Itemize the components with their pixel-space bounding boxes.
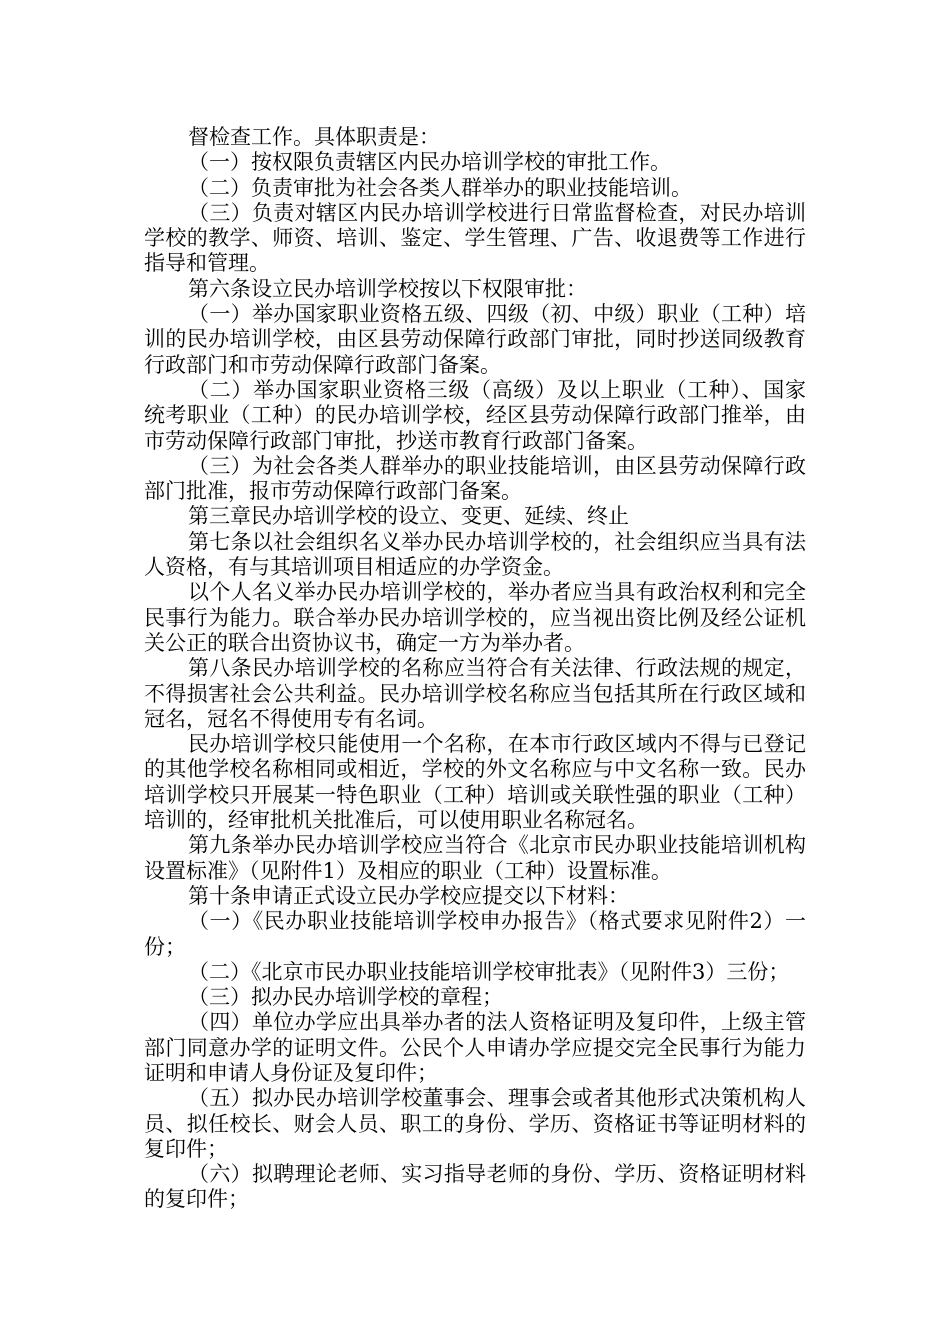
paragraph-article-10-item-4: （四）单位办学应出具举办者的法人资格证明及复印件，上级主管部门同意办学的证明文件。公民个人申请办学应提交完全民事行为能力证明和申请人身份证及复印件； [144,1010,806,1085]
paragraph-article-6-item-3: （三）为社会各类人群举办的职业技能培训，由区县劳动保障行政部门批准，报市劳动保障行政部门备案。 [144,453,806,504]
paragraph-article-10-item-2: （二）《北京市民办职业技能培训学校审批表》（见附件3）三份； [188,959,790,984]
paragraph-article-10-item-1: （一）《民办职业技能培训学校申办报告》（格式要求见附件2）一份； [144,909,806,959]
paragraph-article-6-item-1: （一）举办国家职业资格五级、四级（初、中级）职业（工种）培训的民办培训学校，由区县劳动保障行政部门审批，同时抄送同级教育行政部门和市劳动保障行政部门备案。 [144,302,806,377]
paragraph-article-6: 第六条设立民办培训学校按以下权限审批： [188,276,587,301]
paragraph-article-10-item-6: （六）拟聘理论老师、实习指导老师的身份、学历、资格证明材料的复印件； [144,1162,806,1212]
chapter-3-heading: 第三章民办培训学校的设立、变更、延续、终止 [188,504,629,529]
paragraph-duty-3: （三）负责对辖区内民办培训学校进行日常监督检查，对民办培训学校的教学、师资、培训、鉴定、学生管理、广告、收退费等工作进行指导和管理。 [144,200,806,276]
paragraph-article-7-individual: 以个人名义举办民办培训学校的，举办者应当具有政治权利和完全民事行为能力。联合举办民办培训学校的，应当视出资比例及经公证机关公正的联合出资协议书，确定一方为举办者。 [144,580,806,655]
paragraph-duty-1: （一）按权限负责辖区内民办培训学校的审批工作。 [188,150,671,175]
paragraph-article-9: 第九条举办民办培训学校应当符合《北京市民办职业技能培训机构设置标准》（见附件1）及相应的职业（工种）设置标准。 [144,833,806,883]
paragraph-duty-2: （二）负责审批为社会各类人群举办的职业技能培训。 [188,175,692,200]
paragraph-article-7: 第七条以社会组织名义举办民办培训学校的，社会组织应当具有法人资格，有与其培训项目相适应的办学资金。 [144,529,806,580]
paragraph-article-8: 第八条民办培训学校的名称应当符合有关法律、行政法规的规定，不得损害社会公共利益。民办培训学校名称应当包括其所在行政区域和冠名，冠名不得使用专有名词。 [144,656,806,731]
paragraph-duty-intro: 督检查工作。具体职责是： [188,125,440,149]
paragraph-article-10-item-5: （五）拟办民办培训学校董事会、理事会或者其他形式决策机构人员、拟任校长、财会人员、职工的身份、学历、资格证书等证明材料的复印件； [144,1086,806,1161]
document-body [144,125,806,1213]
paragraph-article-10-item-3: （三）拟办民办培训学校的章程； [188,985,503,1010]
paragraph-article-8-name: 民办培训学校只能使用一个名称，在本市行政区域内不得与已登记的其他学校名称相同或相近，学校的外文名称应与中文名称一致。民办培训学校只开展某一特色职业（工种）培训或关联性强的职业（工种）培训的，经审批机关批准后，可以使用职业名称冠名。 [144,732,806,833]
paragraph-article-6-item-2: （二）举办国家职业资格三级（高级）及以上职业（工种）、国家统考职业（工种）的民办培训学校，经区县劳动保障行政部门推举，由市劳动保障行政部门审批，抄送市教育行政部门备案。 [144,377,806,453]
paragraph-article-10: 第十条申请正式设立民办学校应提交以下材料： [188,883,629,908]
